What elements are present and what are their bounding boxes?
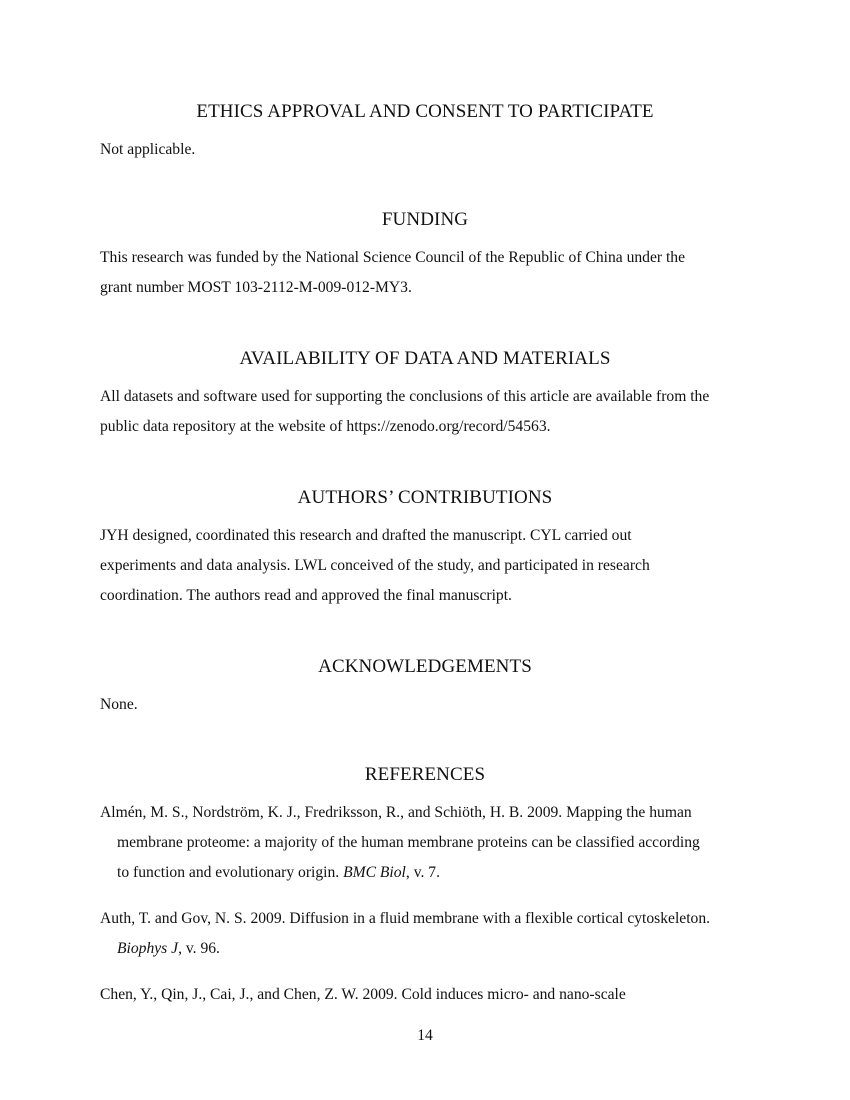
reference-item — [100, 980, 755, 1010]
reference-line — [100, 934, 755, 964]
ethics-line-1: Not applicable. — [100, 141, 196, 158]
contributions-heading: AUTHORS’ CONTRIBUTIONS — [297, 487, 553, 508]
contributions-line-1: JYH designed, coordinated this research and drafted the manuscript. CYL carried out — [100, 527, 632, 544]
acknowledgements-line-1: None. — [100, 696, 138, 713]
funding-line-2: grant number MOST 103-2112-M-009-012-MY3. — [100, 279, 412, 296]
reference-text: , v. 96. — [178, 940, 220, 957]
contributions-line-2: experiments and data analysis. LWL conceived of the study, and participated in research — [100, 557, 650, 574]
ethics-text — [100, 135, 755, 165]
funding-heading: FUNDING — [381, 209, 469, 230]
contributions-text — [100, 521, 755, 611]
reference-item — [100, 904, 755, 964]
availability-line-2: public data repository at the website of https://zenodo.org/record/54563. — [100, 418, 551, 435]
ethics-heading: ETHICS APPROVAL AND CONSENT TO PARTICIPATE — [196, 101, 654, 122]
reference-line: Auth, T. and Gov, N. S. 2009. Diffusion in a fluid membrane with a flexible cortical cytoskeleton. — [100, 910, 711, 927]
reference-item — [100, 798, 755, 888]
reference-text: , v. 7. — [405, 864, 440, 881]
contributions-line-3: coordination. The authors read and approved the final manuscript. — [100, 587, 512, 604]
reference-line: membrane proteome: a majority of the human membrane proteins can be classified according — [117, 834, 700, 851]
reference-text: to function and evolutionary origin. — [117, 864, 344, 881]
reference-line — [100, 858, 755, 888]
reference-line: Almén, M. S., Nordström, K. J., Fredriksson, R., and Schiöth, H. B. 2009. Mapping the human — [100, 804, 692, 821]
acknowledgements-heading: ACKNOWLEDGEMENTS — [318, 656, 532, 677]
funding-line-1: This research was funded by the National Science Council of the Republic of China under the — [100, 249, 686, 266]
availability-line-1: All datasets and software used for supporting the conclusions of this article are available from the — [100, 388, 710, 405]
acknowledgements-text — [100, 690, 755, 720]
availability-text — [100, 382, 755, 442]
availability-heading: AVAILABILITY OF DATA AND MATERIALS — [239, 348, 611, 369]
reference-line: Chen, Y., Qin, J., Cai, J., and Chen, Z. W. 2009. Cold induces micro- and nano-scale — [100, 986, 626, 1003]
reference-journal: Biophys J — [117, 940, 179, 957]
reference-journal: BMC Biol — [343, 864, 406, 881]
document-page — [100, 0, 750, 1100]
references-heading: REFERENCES — [364, 764, 486, 785]
page-number: 14 — [417, 1027, 433, 1044]
funding-text — [100, 243, 755, 303]
